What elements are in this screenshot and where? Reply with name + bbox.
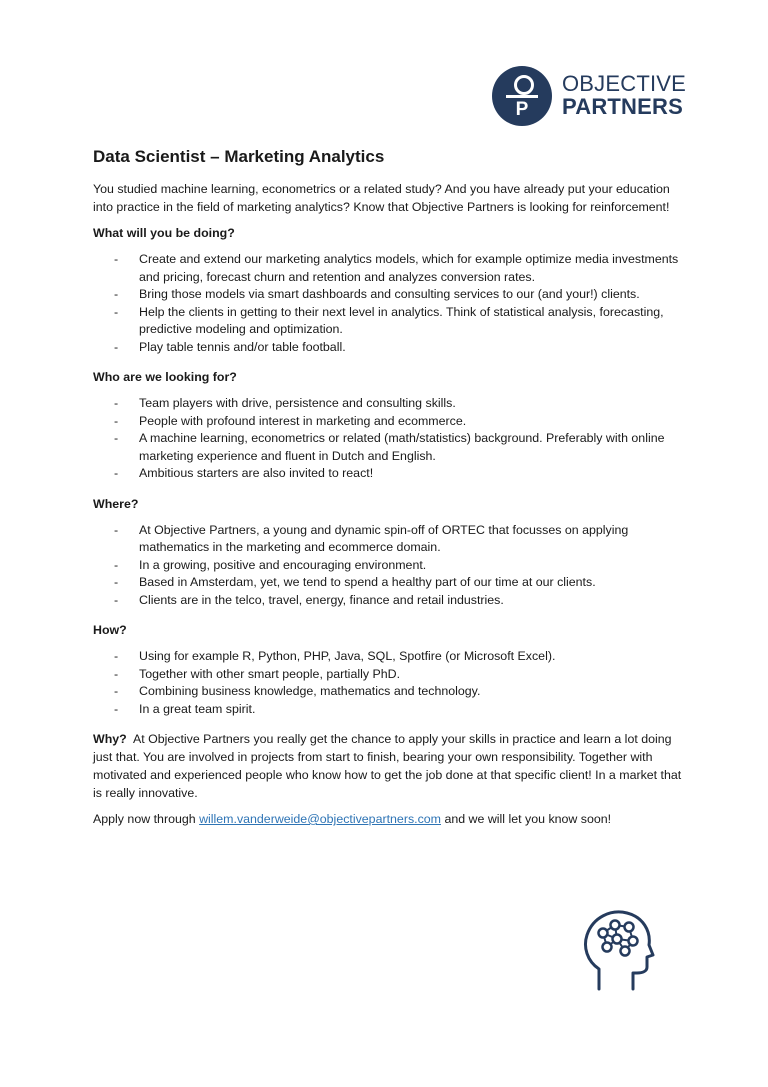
logo-mark-icon	[492, 66, 552, 126]
list-item	[114, 574, 683, 592]
bullet-dash: -	[114, 431, 119, 445]
why-text: At Objective Partners you really get the chance to apply your skills in practice and learn a lot doing just that. You are involved in projects from start to finish, bearing your own responsibility. Together with motivated and experienced people who know how to get the job done at that specific client! In a market that is really innovative.	[93, 732, 682, 800]
list-item-text: People with profound interest in marketing and ecommerce.	[139, 413, 467, 428]
section-title: Where?	[93, 496, 139, 511]
list-item	[114, 666, 683, 684]
list-item-text: At Objective Partners, a young and dynamic spin-off of ORTEC that focusses on applying mathematics in the marketing and ecommerce domain.	[139, 522, 629, 554]
section-title: How?	[93, 623, 127, 637]
apply-text-before: Apply now through	[93, 812, 200, 826]
list-item	[114, 683, 683, 701]
list-item	[114, 592, 683, 610]
logo-o-ring	[514, 75, 534, 95]
list-item	[114, 430, 683, 465]
bullet-dash: -	[114, 649, 119, 663]
apply-email-link[interactable]: willem.vanderweide@objectivepartners.com	[199, 812, 441, 826]
bullet-dash: -	[114, 592, 119, 607]
section-title: What will you be doing?	[93, 226, 235, 240]
list-item-text: Based in Amsterdam, yet, we tend to spend a healthy part of our time at our clients.	[139, 575, 596, 589]
list-item	[114, 413, 683, 431]
intro-paragraph: You studied machine learning, econometrics or a related study? And you have already put your education into practice in the field of marketing analytics? Know that Objective Partners is looking for reinforcement!	[93, 182, 670, 214]
list-item-text: In a growing, positive and encouraging environment.	[139, 557, 427, 572]
list-item-text: Bring those models via smart dashboards and consulting services to our (and your!) clients.	[139, 287, 640, 301]
bullet-list	[93, 395, 683, 483]
document-body	[93, 146, 683, 836]
list-item-text: In a great team spirit.	[139, 701, 256, 716]
list-item-text: Clients are in the telco, travel, energy, finance and retail industries.	[139, 592, 504, 607]
list-item	[114, 304, 683, 339]
list-item-text: Team players with drive, persistence and consulting skills.	[139, 396, 456, 410]
bullet-list	[93, 522, 683, 610]
logo-letter-p: P	[515, 99, 529, 120]
bullet-dash: -	[114, 466, 119, 480]
apply-text-after: and we will let you know soon!	[441, 812, 612, 826]
bullet-dash: -	[114, 666, 119, 681]
list-item	[114, 557, 683, 575]
bullet-list	[93, 251, 683, 356]
bullet-dash: -	[114, 252, 119, 266]
bullet-list	[93, 648, 683, 718]
list-item	[114, 339, 683, 357]
list-item	[114, 701, 683, 719]
bullet-dash: -	[114, 396, 119, 410]
bullet-dash: -	[114, 339, 119, 354]
logo-line-objective: OBJECTIVE	[562, 71, 687, 96]
why-label: Why?	[93, 732, 127, 746]
bullet-dash: -	[114, 684, 119, 698]
list-item	[114, 465, 683, 483]
brain-network-head-icon	[577, 903, 657, 993]
logo-wordmark	[562, 72, 686, 118]
company-logo	[492, 66, 692, 128]
list-item-text: Combining business knowledge, mathematics and technology.	[139, 684, 481, 698]
bullet-dash: -	[114, 413, 119, 428]
sections-container	[93, 224, 683, 718]
list-item	[114, 251, 683, 286]
logo-line-partners: PARTNERS	[562, 94, 683, 119]
section-title: Who are we looking for?	[93, 370, 237, 384]
list-item-text: Play table tennis and/or table football.	[139, 339, 346, 354]
list-item-text: Using for example R, Python, PHP, Java, SQL, Spotfire (or Microsoft Excel).	[139, 649, 556, 663]
list-item-text: Create and extend our marketing analytics models, which for example optimize media investments and pricing, forecast churn and retention and analyzes conversion rates.	[139, 252, 679, 284]
list-item	[114, 648, 683, 666]
bullet-dash: -	[114, 287, 119, 301]
list-item-text: Together with other smart people, partially PhD.	[139, 666, 401, 681]
bullet-dash: -	[114, 575, 119, 589]
list-item-text: A machine learning, econometrics or related (math/statistics) background. Preferably with online marketing experience and fluent in Dutch and English.	[139, 431, 665, 463]
bullet-dash: -	[114, 701, 119, 716]
page-title: Data Scientist – Marketing Analytics	[93, 147, 385, 166]
bullet-dash: -	[114, 557, 119, 572]
bullet-dash: -	[114, 522, 119, 537]
logo-divider	[506, 95, 538, 98]
apply-paragraph	[93, 810, 683, 828]
list-item-text: Ambitious starters are also invited to react!	[139, 466, 374, 480]
list-item	[114, 286, 683, 304]
bullet-dash: -	[114, 304, 119, 319]
list-item	[114, 522, 683, 557]
list-item-text: Help the clients in getting to their next level in analytics. Think of statistical analysis, forecasting, predictive modeling and optimization.	[139, 304, 664, 336]
why-paragraph	[93, 730, 683, 802]
list-item	[114, 395, 683, 413]
